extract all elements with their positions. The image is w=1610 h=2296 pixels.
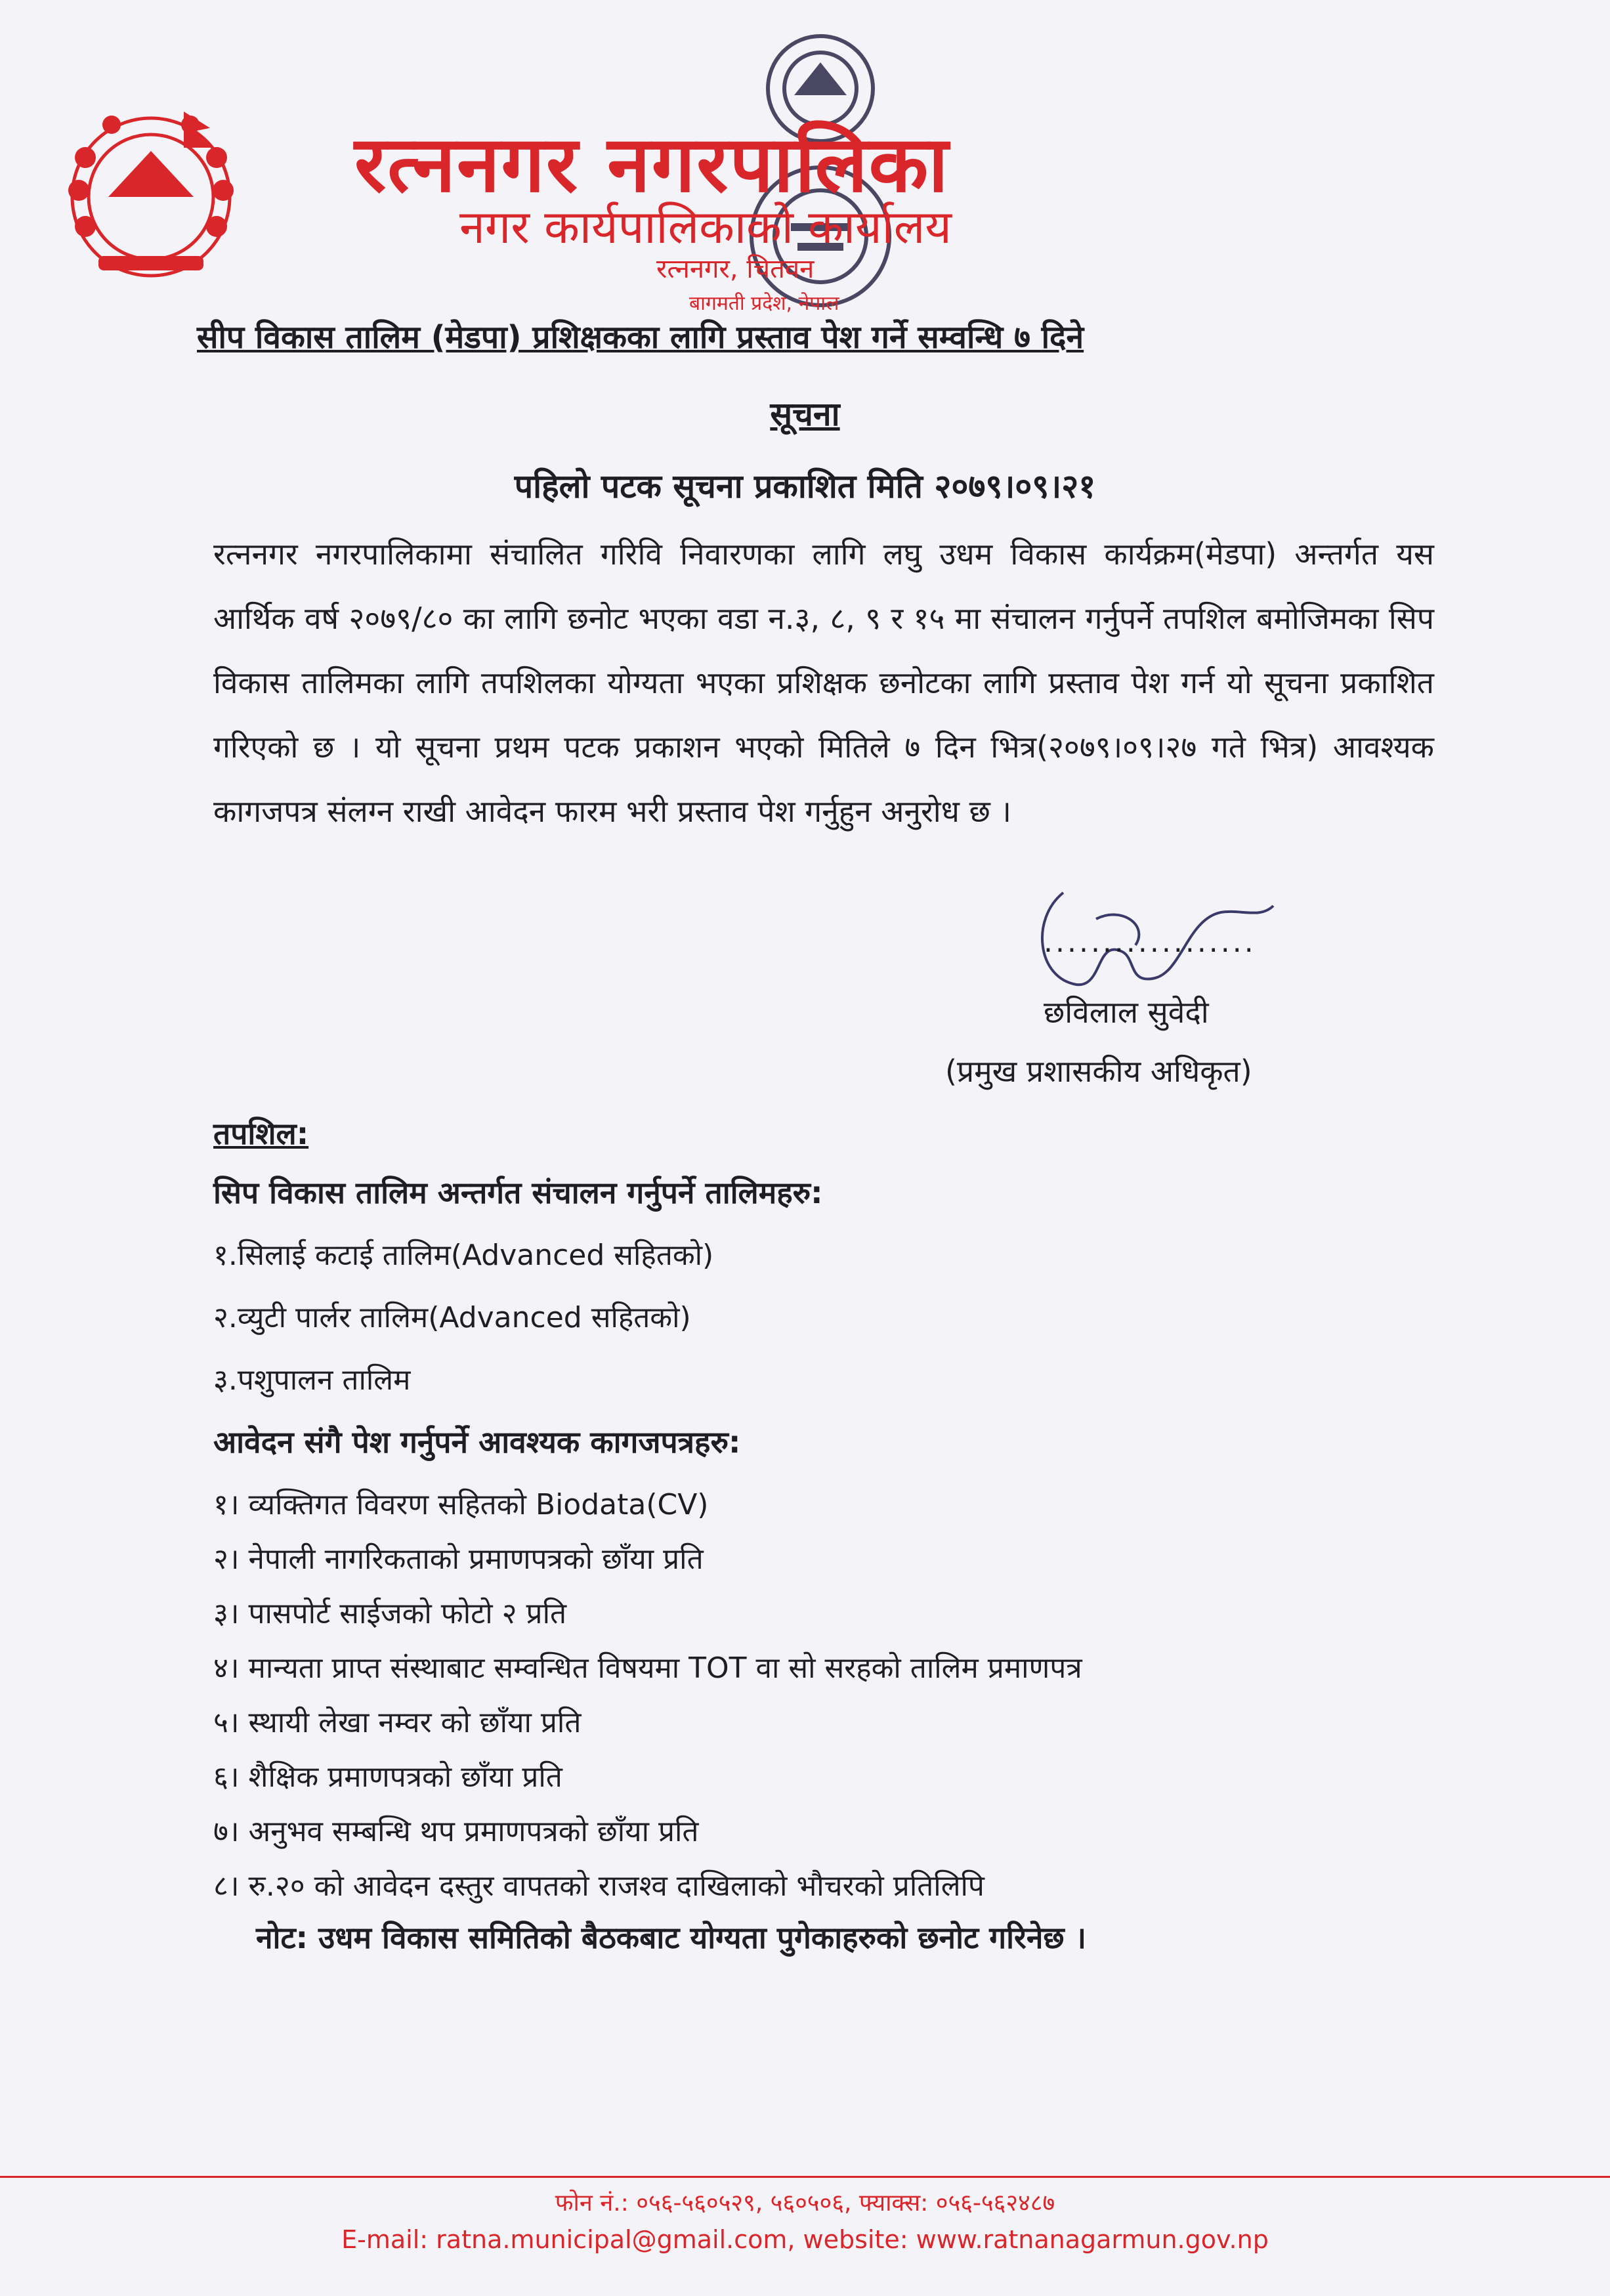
signatory-title: (प्रमुख प्रशासकीय अधिकृत) [945,1053,1252,1089]
notice-subject: सीप विकास तालिम (मेडपा) प्रशिक्षकका लागि प्रस्ताव पेश गर्ने सम्वन्धि ७ दिने [197,319,1084,356]
document-item: ८। रु.२० को आवेदन दस्तुर वापतको राजश्व दाखिलाको भौचरको प्रतिलिपि [213,1869,985,1903]
selection-note: नोट: उधम विकास समितिको बैठकबाट योग्यता पुगेकाहरुको छनोट गरिनेछ । [256,1920,1087,1955]
document-item: ३। पासपोर्ट साईजको फोटो २ प्रति [213,1597,567,1630]
municipality-title: रत्ननगर नगरपालिका [354,119,950,209]
footer-contact: E-mail: ratna.municipal@gmail.com, website: www.ratnanagarmun.gov.np [341,2225,1269,2254]
nepal-emblem-icon [59,98,243,295]
document-item: ४। मान्यता प्राप्त संस्थाबाट सम्वन्धित विषयमा TOT वा सो सरहको तालिम प्रमाणपत्र [213,1651,1082,1685]
footer-divider [0,2176,1610,2178]
training-item: २.व्युटी पार्लर तालिम(Advanced सहितको) [213,1301,691,1334]
notice-body: रत्ननगर नगरपालिकामा संचालित गरिवि निवारणका लागि लघु उधम विकास कार्यक्रम(मेडपा) अन्तर्गत यस आर्थिक वर्ष २०७९/८० का लागि छनोट भएका वडा न.३, ८, ९ र १५ मा संचालन गर्नुपर्ने तपशिल बमोजिमका सिप विकास तालिमका लागि तपशिलका योग्यता भएका प्रशिक्षक छनोटका लागि प्रस्ताव पेश गर्न यो सूचना प्रकाशित गरिएको छ । यो सूचना प्रथम पटक प्रकाशन भएको मितिले ७ दिन भित्र(२०७९।०९।२७ गते भित्र) आवश्यक कागजपत्र संलग्न राखी आवेदन फारम भरी प्रस्ताव पेश गर्नुहुन अनुरोध छ । [213,536,1434,829]
document-item: ५। स्थायी लेखा नम्वर को छाँया प्रति [213,1706,582,1739]
document-item: १। व्यक्तिगत विवरण सहितको Biodata(CV) [213,1488,709,1521]
publish-date: पहिलो पटक सूचना प्रकाशित मिति २०७९।०९।२१ [514,467,1096,505]
notice-heading: सूचना [770,395,840,433]
trainings-heading: सिप विकास तालिम अन्तर्गत संचालन गर्नुपर्ने तालिमहरु: [213,1175,823,1210]
signatory-name: छविलाल सुवेदी [1044,994,1209,1030]
training-item: १.सिलाई कटाई तालिम(Advanced सहितको) [213,1239,714,1272]
document-item: ७। अनुभव सम्बन्धि थप प्रमाणपत्रको छाँया प्रति [213,1815,699,1848]
training-item: ३.पशुपालन तालिम [213,1363,411,1397]
details-heading: तपशिल: [213,1116,309,1151]
province-text: बागमती प्रदेश, नेपाल [689,292,839,315]
office-title: नगर कार्यपालिकाको कार्यालय [459,200,952,254]
location-text: रत्ननगर, चितवन [656,254,815,284]
documents-heading: आवेदन संगै पेश गर्नुपर्ने आवश्यक कागजपत्रहरु: [213,1424,741,1460]
document-item: २। नेपाली नागरिकताको प्रमाणपत्रको छाँया प्रति [213,1542,704,1576]
document-item: ६। शैक्षिक प्रमाणपत्रको छाँया प्रति [213,1760,562,1794]
signature-line: .................. [1044,925,1256,959]
footer-phone: फोन नं.: ०५६-५६०५२९, ५६०५०६, फ्याक्स: ०५६-५६२४८७ [555,2190,1055,2217]
